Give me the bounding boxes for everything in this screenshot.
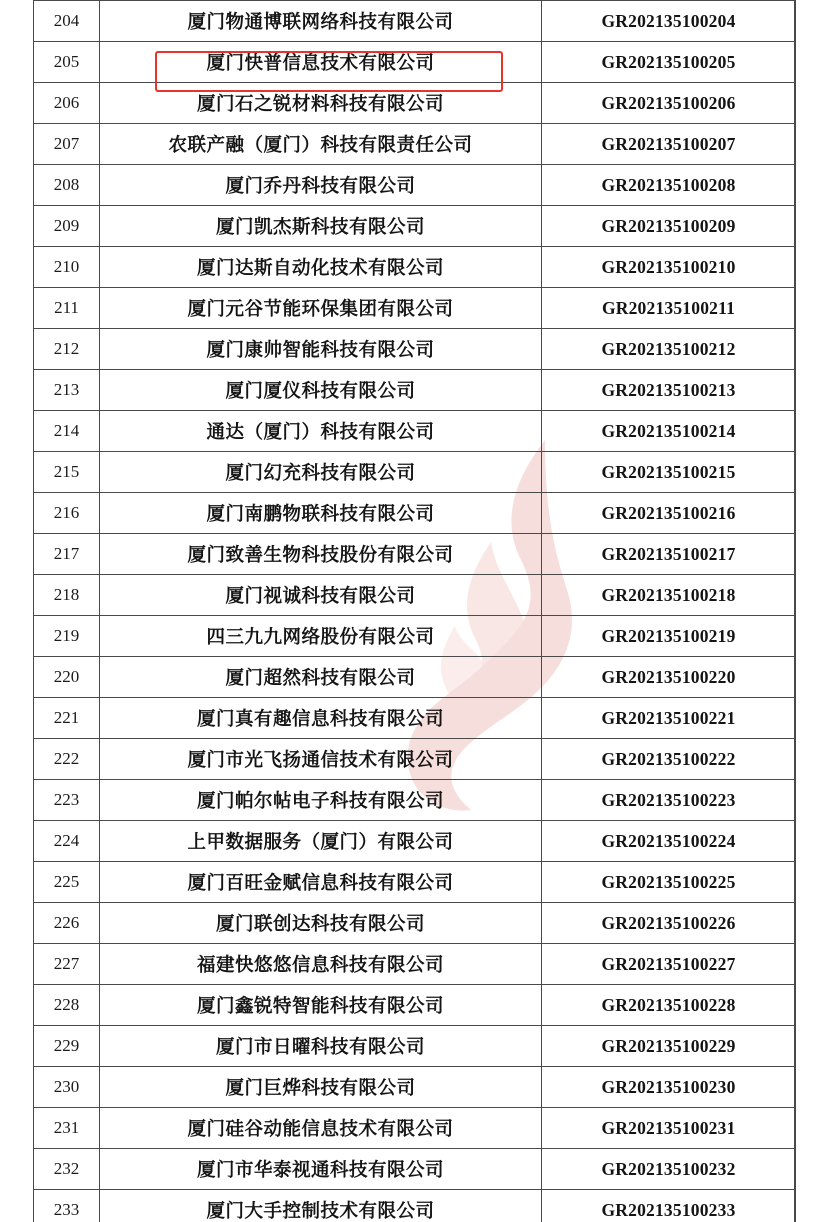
table-row: [34, 575, 796, 616]
row-enterprise-name: 厦门康帅智能科技有限公司: [100, 329, 542, 370]
row-enterprise-name: 厦门物通博联网络科技有限公司: [100, 1, 542, 42]
row-index: 209: [34, 206, 100, 247]
row-enterprise-name: 厦门大手控制技术有限公司: [100, 1190, 542, 1222]
table-row: [34, 370, 796, 411]
row-enterprise-name-highlighted: 厦门快普信息技术有限公司: [100, 42, 542, 83]
row-enterprise-name: 厦门达斯自动化技术有限公司: [100, 247, 542, 288]
row-index: 205: [34, 42, 100, 83]
row-enterprise-name: 厦门真有趣信息科技有限公司: [100, 698, 542, 739]
table-row: [34, 1067, 796, 1108]
row-certificate-code: GR202135100221: [542, 698, 796, 739]
row-certificate-code: GR202135100225: [542, 862, 796, 903]
row-index: 215: [34, 452, 100, 493]
table-row: [34, 493, 796, 534]
table-row: [34, 1026, 796, 1067]
table-row: [34, 780, 796, 821]
row-index: 220: [34, 657, 100, 698]
row-certificate-code: GR202135100205: [542, 42, 796, 83]
table-row: [34, 124, 796, 165]
table-body: [34, 1, 796, 1222]
row-enterprise-name: 四三九九网络股份有限公司: [100, 616, 542, 657]
table-row: [34, 534, 796, 575]
table-row: [34, 985, 796, 1026]
row-enterprise-name: 厦门硅谷动能信息技术有限公司: [100, 1108, 542, 1149]
row-enterprise-name: 厦门鑫锐特智能科技有限公司: [100, 985, 542, 1026]
row-index: 206: [34, 83, 100, 124]
row-certificate-code: GR202135100210: [542, 247, 796, 288]
row-enterprise-name: 厦门联创达科技有限公司: [100, 903, 542, 944]
row-index: 230: [34, 1067, 100, 1108]
row-index: 224: [34, 821, 100, 862]
row-index: 212: [34, 329, 100, 370]
row-certificate-code: GR202135100216: [542, 493, 796, 534]
row-certificate-code: GR202135100231: [542, 1108, 796, 1149]
row-certificate-code: GR202135100227: [542, 944, 796, 985]
row-enterprise-name: 通达（厦门）科技有限公司: [100, 411, 542, 452]
row-enterprise-name: 厦门厦仪科技有限公司: [100, 370, 542, 411]
row-certificate-code: GR202135100204: [542, 1, 796, 42]
row-enterprise-name: 厦门帕尔帖电子科技有限公司: [100, 780, 542, 821]
row-index: 233: [34, 1190, 100, 1222]
row-certificate-code: GR202135100233: [542, 1190, 796, 1222]
row-index: 228: [34, 985, 100, 1026]
row-certificate-code: GR202135100214: [542, 411, 796, 452]
row-index: 225: [34, 862, 100, 903]
row-index: 217: [34, 534, 100, 575]
row-enterprise-name: 厦门幻充科技有限公司: [100, 452, 542, 493]
table-row: [34, 165, 796, 206]
table-row: [34, 452, 796, 493]
row-index: 210: [34, 247, 100, 288]
row-enterprise-name: 厦门视诚科技有限公司: [100, 575, 542, 616]
row-enterprise-name: 厦门市日曜科技有限公司: [100, 1026, 542, 1067]
table-row: [34, 944, 796, 985]
row-certificate-code: GR202135100229: [542, 1026, 796, 1067]
row-index: 207: [34, 124, 100, 165]
row-certificate-code: GR202135100218: [542, 575, 796, 616]
table-row: [34, 698, 796, 739]
row-certificate-code: GR202135100232: [542, 1149, 796, 1190]
row-index: 221: [34, 698, 100, 739]
row-certificate-code: GR202135100208: [542, 165, 796, 206]
table-row: [34, 657, 796, 698]
table-row: [34, 1, 796, 42]
row-certificate-code: GR202135100211: [542, 288, 796, 329]
row-enterprise-name: 农联产融（厦门）科技有限责任公司: [100, 124, 542, 165]
enterprise-registry-table: [33, 0, 796, 1222]
row-enterprise-name: 厦门市华泰视通科技有限公司: [100, 1149, 542, 1190]
row-enterprise-name: 厦门巨烨科技有限公司: [100, 1067, 542, 1108]
table-row: [34, 903, 796, 944]
row-enterprise-name: 厦门乔丹科技有限公司: [100, 165, 542, 206]
row-index: 226: [34, 903, 100, 944]
row-certificate-code: GR202135100217: [542, 534, 796, 575]
row-certificate-code: GR202135100222: [542, 739, 796, 780]
table-row: [34, 411, 796, 452]
row-index: 231: [34, 1108, 100, 1149]
row-index: 216: [34, 493, 100, 534]
row-certificate-code: GR202135100223: [542, 780, 796, 821]
row-enterprise-name: 厦门元谷节能环保集团有限公司: [100, 288, 542, 329]
table-row: [34, 288, 796, 329]
table-row: [34, 42, 796, 83]
page-right-border: [794, 0, 795, 1222]
row-index: 213: [34, 370, 100, 411]
table-row: [34, 739, 796, 780]
page-left-border: [33, 0, 34, 1222]
row-certificate-code: GR202135100209: [542, 206, 796, 247]
row-certificate-code: GR202135100226: [542, 903, 796, 944]
row-enterprise-name: 上甲数据服务（厦门）有限公司: [100, 821, 542, 862]
row-enterprise-name: 厦门南鹏物联科技有限公司: [100, 493, 542, 534]
row-certificate-code: GR202135100219: [542, 616, 796, 657]
row-index: 223: [34, 780, 100, 821]
row-certificate-code: GR202135100228: [542, 985, 796, 1026]
row-certificate-code: GR202135100212: [542, 329, 796, 370]
table-row: [34, 821, 796, 862]
row-index: 222: [34, 739, 100, 780]
row-enterprise-name: 福建快悠悠信息科技有限公司: [100, 944, 542, 985]
row-enterprise-name: 厦门超然科技有限公司: [100, 657, 542, 698]
row-certificate-code: GR202135100224: [542, 821, 796, 862]
table-row: [34, 1149, 796, 1190]
table-row: [34, 206, 796, 247]
table-row: [34, 329, 796, 370]
row-index: 218: [34, 575, 100, 616]
row-index: 227: [34, 944, 100, 985]
row-certificate-code: GR202135100206: [542, 83, 796, 124]
row-index: 232: [34, 1149, 100, 1190]
row-index: 208: [34, 165, 100, 206]
row-certificate-code: GR202135100215: [542, 452, 796, 493]
table-row: [34, 247, 796, 288]
row-enterprise-name: 厦门石之锐材料科技有限公司: [100, 83, 542, 124]
row-certificate-code: GR202135100213: [542, 370, 796, 411]
row-enterprise-name: 厦门致善生物科技股份有限公司: [100, 534, 542, 575]
row-index: 204: [34, 1, 100, 42]
row-enterprise-name: 厦门百旺金赋信息科技有限公司: [100, 862, 542, 903]
row-certificate-code: GR202135100220: [542, 657, 796, 698]
table-row: [34, 1190, 796, 1222]
row-enterprise-name: 厦门市光飞扬通信技术有限公司: [100, 739, 542, 780]
row-index: 211: [34, 288, 100, 329]
row-index: 214: [34, 411, 100, 452]
row-certificate-code: GR202135100207: [542, 124, 796, 165]
table-row: [34, 1108, 796, 1149]
table-row: [34, 83, 796, 124]
row-index: 219: [34, 616, 100, 657]
row-index: 229: [34, 1026, 100, 1067]
table-row: [34, 862, 796, 903]
row-enterprise-name: 厦门凯杰斯科技有限公司: [100, 206, 542, 247]
row-certificate-code: GR202135100230: [542, 1067, 796, 1108]
table-row: [34, 616, 796, 657]
